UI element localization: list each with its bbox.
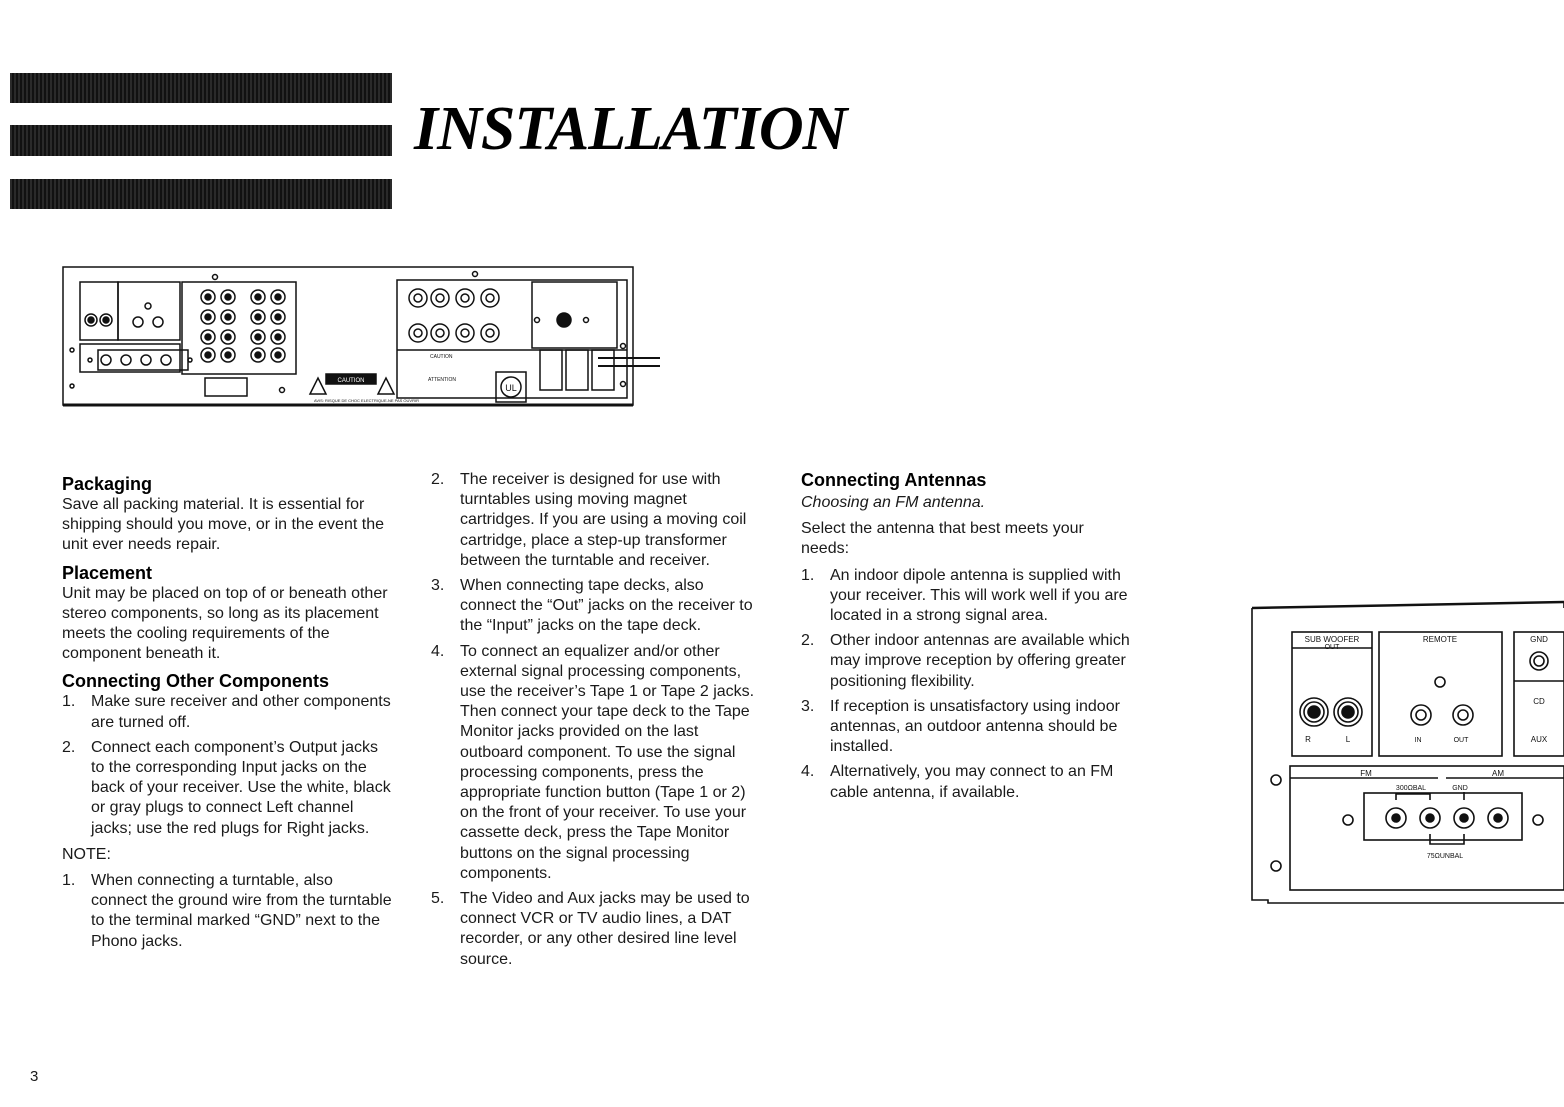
bal300-label: 300ΩBAL [1395,785,1427,792]
ul-mark: UL [505,383,517,393]
attention-box-label: ATTENTION [428,377,456,383]
out-label: OUT [1453,737,1469,744]
fm-label: FM [1360,769,1372,778]
page-number: 3 [30,1068,39,1085]
connecting-other-heading: Connecting Other Components [62,671,329,692]
sub-woofer-label: SUB WOOFER [1304,635,1360,644]
unbal75-label: 75ΩUNBAL [1426,853,1464,860]
caution-label: CAUTION [337,378,365,384]
remote-label: REMOTE [1422,635,1458,644]
note-label: NOTE: [62,845,111,863]
avis-label: AVIS: RISQUE DE CHOC ELECTRIQUE-NE PAS OUVRIR [314,398,419,403]
antennas-heading: Connecting Antennas [801,470,987,490]
caution-box-label: CAUTION [430,354,453,360]
list-item: 4. Alternatively, you may connect to an FM cable antenna, if available. [801,763,1114,801]
r-label: R [1305,735,1311,744]
antennas-list [801,566,1131,803]
list-item: 2. The receiver is designed for use with turntables using moving magnet cartridges. If you are using a moving coil cartridge, place a step-up transformer between the turntable and receiver. [431,471,747,569]
l-label: L [1345,735,1351,744]
header-bar-top [10,73,392,103]
column-right [801,469,1131,809]
packaging-text: Save all packing material. It is essential for shipping should you move, or in the event the unit ever needs repair. [62,496,384,554]
middle-list [431,470,761,970]
header-bar-bottom [10,179,392,209]
list-item: 4. To connect an equalizer and/or other external signal processing components, use the receiver’s Tape 1 or Tape 2 jacks. Then connect your tape deck to the Tape Monitor jacks provided on the last outboard component. To use the signal processing components, press the appropriate function button (Tape 1 or 2) on the front of your receiver. To use your cassette deck, press the Tape Monitor buttons on the signal processing components. [431,642,755,882]
in-label: IN [1414,737,1422,744]
column-left [62,473,392,958]
list-item: 2. Other indoor antennas are available which may improve reception by offering greater positioning flexibility. [801,632,1130,690]
gnd-label: GND [1530,635,1548,644]
placement-heading: Placement [62,562,153,583]
sub-woofer-out-label: OUT [1324,644,1340,651]
note-list [62,871,392,952]
list-item: 1. An indoor dipole antenna is supplied with your receiver. This will work well if you are located in a strong signal area. [801,566,1128,625]
list-item: 3. When connecting tape decks, also connect the “Out” jacks on the receiver to the “Input” jacks on the tape deck. [431,577,753,635]
antennas-intro: Select the antenna that best meets your needs: [801,520,1084,558]
list-item: 1. When connecting a turntable, also connect the ground wire from the turntable to the terminal marked “GND” next to the Phono jacks. [62,872,392,950]
placement-text: Unit may be placed on top of or beneath other stereo components, so long as its placement meets the cooling requirements of the component beneath it. [62,584,388,663]
list-item: 5. The Video and Aux jacks may be used to connect VCR or TV audio lines, a DAT recorder, or any other desired line level source. [431,890,750,968]
gnd2-label: GND [1452,785,1468,792]
header-bar-middle [10,125,392,156]
connecting-other-list [62,692,392,838]
rear-panel-diagram [60,262,670,412]
antennas-subheading: Choosing an FM antenna. [801,494,986,511]
page-title: INSTALLATION [414,95,847,163]
cd-label: CD [1533,697,1545,706]
list-item: 3. If reception is unsatisfactory using indoor antennas, an outdoor antenna should be installed. [801,697,1120,756]
column-middle [431,470,761,976]
am-label: AM [1492,769,1504,778]
aux-label: AUX [1530,735,1548,744]
list-item: 1. Make sure receiver and other components are turned off. [62,693,391,731]
antenna-terminal-diagram [1248,600,1564,910]
list-item: 2. Connect each component’s Output jacks to the corresponding Input jacks on the back of your receiver. Use the white, black or gray plugs to connect Left channel jacks; use the red plugs for Right jacks. [62,738,391,837]
packaging-heading: Packaging [62,474,153,494]
